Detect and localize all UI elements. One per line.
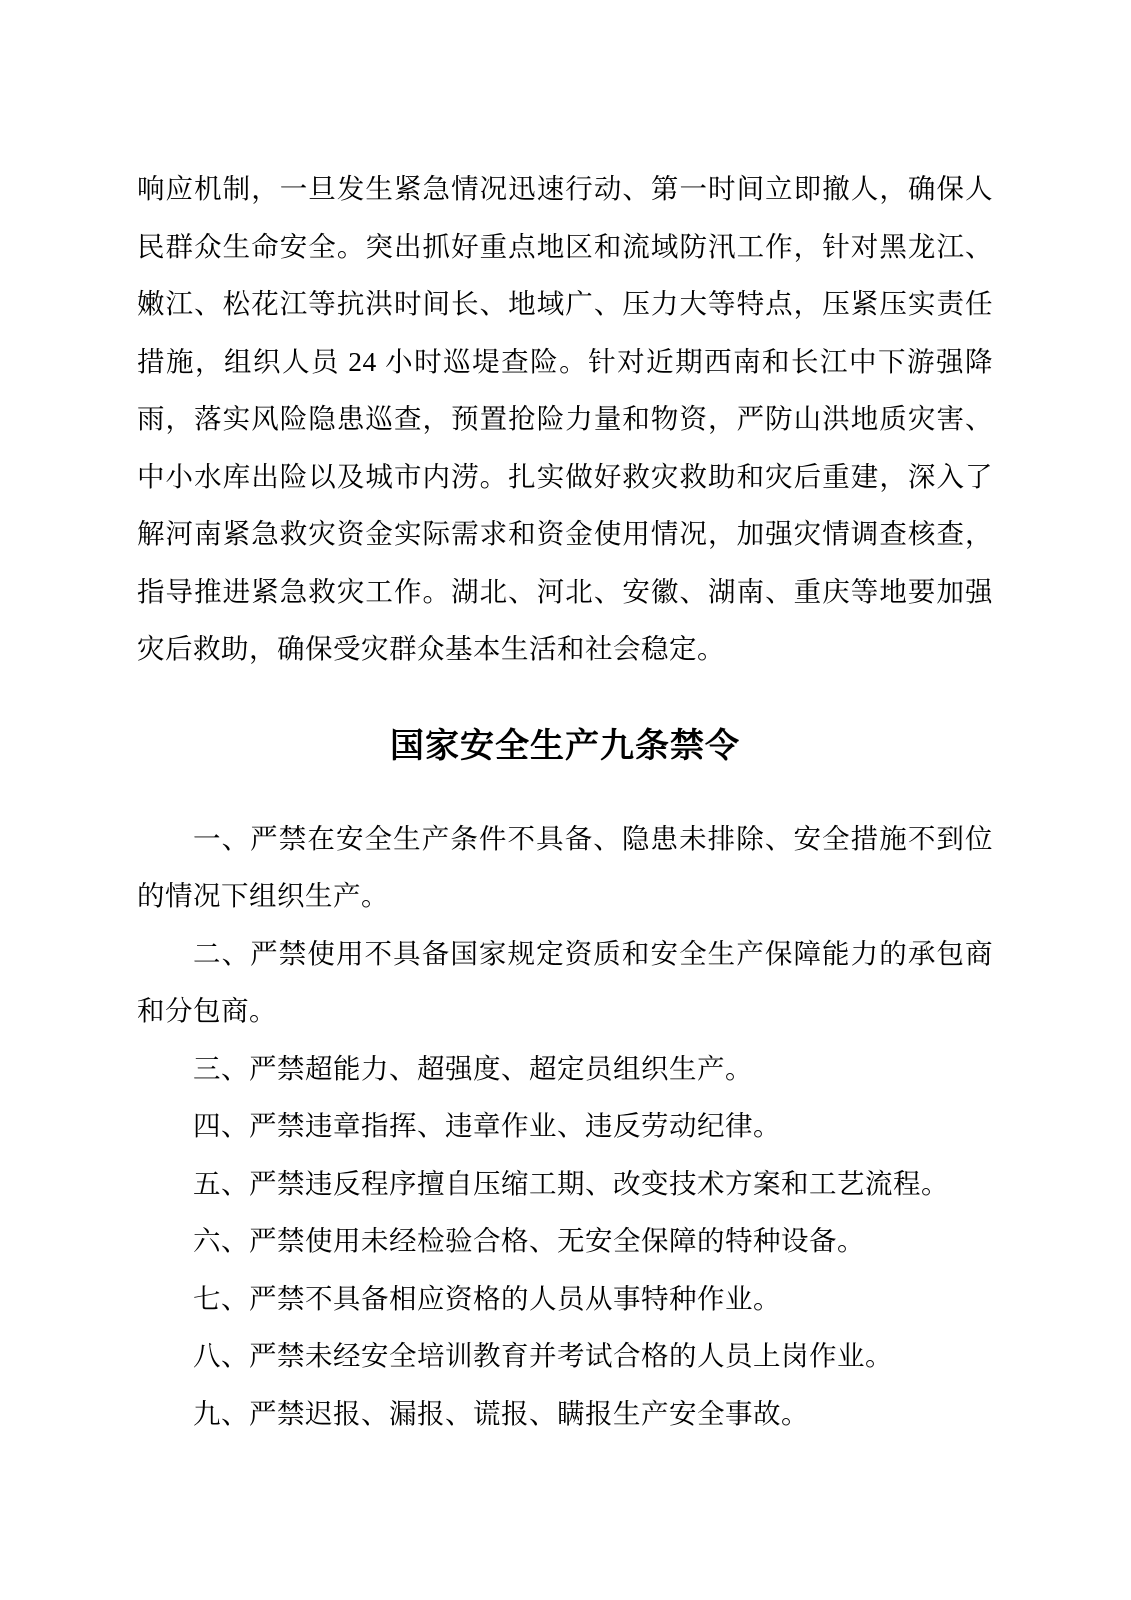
list-item: 九、严禁迟报、漏报、谎报、瞒报生产安全事故。 xyxy=(193,1397,809,1429)
flood-relief-paragraph: 响应机制，一旦发生紧急情况迅速行动、第一时间立即撤人，确保人民群众生命安全。突出抓好重点地区和流域防汛工作，针对黑龙江、嫩江、松花江等抗洪时间长、地域广、压力大等特点，压紧压实责任措施，组织人员 24 小时巡堤查险。针对近期西南和长江中下游强降雨，落实风险隐患巡查，预置抢险力量和物资，严防山洪地质灾害、中小水库出险以及城市内涝。扎实做好救灾救助和灾后重建，深入了解河南紧急救灾资金实际需求和资金使用情况，加强灾情调查核查，指导推进紧急救灾工作。湖北、河北、安徽、湖南、重庆等地要加强灾后救助，确保受灾群众基本生活和社会稳定。 xyxy=(137,173,993,664)
section-title: 国家安全生产九条禁令 xyxy=(390,726,740,765)
list-item: 六、严禁使用未经检验合格、无安全保障的特种设备。 xyxy=(193,1225,865,1256)
document-content xyxy=(137,160,993,1442)
list-item: 三、严禁超能力、超强度、超定员组织生产。 xyxy=(193,1052,753,1084)
nine-prohibitions-list xyxy=(137,810,993,1443)
list-item: 八、严禁未经安全培训教育并考试合格的人员上岗作业。 xyxy=(193,1340,893,1371)
list-item: 五、严禁违反程序擅自压缩工期、改变技术方案和工艺流程。 xyxy=(193,1167,949,1199)
list-item: 一、严禁在安全生产条件不具备、隐患未排除、安全措施不到位的情况下组织生产。 xyxy=(137,822,993,911)
list-item: 七、严禁不具备相应资格的人员从事特种作业。 xyxy=(193,1282,781,1314)
list-item: 二、严禁使用不具备国家规定资质和安全生产保障能力的承包商和分包商。 xyxy=(137,937,993,1026)
list-item: 四、严禁违章指挥、违章作业、违反劳动纪律。 xyxy=(193,1110,781,1141)
